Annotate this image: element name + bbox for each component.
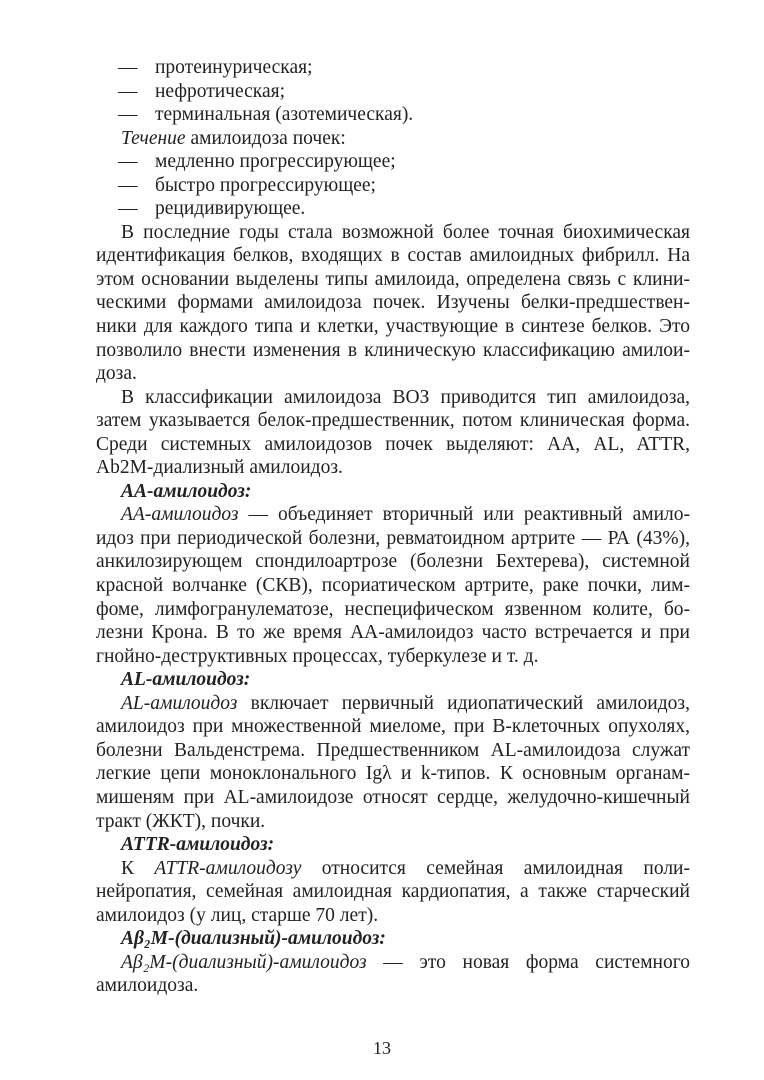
text-line [96,291,690,315]
text-line [96,362,690,386]
section-heading [96,833,690,857]
list-item [96,150,690,174]
text-run: гнойно-деструктивных процессах, туберкулезе и т. д. [96,645,539,667]
text-line [96,503,690,527]
text-run: тракт (ЖКТ), почки. [96,810,266,832]
emphasized-term: ATTR-амилоидозу [154,857,302,879]
text-run: относится семейная амилоидная поли- [301,857,690,879]
text-run: идоз при периодической болезни, ревматоидном артрите — РА (43%), [96,527,690,549]
text-line [96,621,690,645]
text-run: К [121,857,155,879]
text-line [96,692,690,716]
list-item [96,56,690,80]
text-run: нефротическая; [155,80,285,102]
text-run: лезни Крона. В то же время АА-амилоидоз часто встречается и при [96,622,690,644]
text-run: В последние годы стала возможной более точная биохимическая [121,221,690,243]
list-item [96,197,690,221]
text-run: легкие цепи моноклонального Igλ и k-типов. К основным органам- [96,763,690,785]
text-line [96,974,690,998]
text-line [96,315,690,339]
text-line [96,715,690,739]
text-run: Aβ₂M-(диализный)-амилоидоз: [121,928,386,950]
text-run: ники для каждого типа и клетки, участвующие в синтезе белков. Это [96,316,690,338]
section-heading [96,927,690,951]
page-number: 13 [373,1038,391,1058]
text-run: нейропатия, семейная амилоидная кардиопатия, а также старческий [96,881,690,903]
text-run: амилоидоз (у лиц, старше 70 лет). [96,904,379,926]
list-dash: — [118,57,138,78]
text-run: Среди системных амилоидозов почек выделяют: АА, AL, ATTR, [96,433,690,455]
text-run: В классификации амилоидоза ВОЗ приводится тип амилоидоза, [121,386,690,408]
text-run: АА-амилоидоз: [121,480,252,502]
list-dash: — [118,104,138,126]
text-run: доза. [96,363,137,385]
text-run: амилоидоза. [96,975,199,997]
list-dash: — [118,80,138,102]
text-line [96,739,690,763]
text-run: анкилозирующем спондилоартрозе (болезни Бехтерева), системной [96,551,690,573]
text-line [96,762,690,786]
emphasized-term: Течение [121,127,186,149]
emphasized-term: АА-амилоидоз [121,504,239,526]
emphasized-term: AL-амилоидоз [121,692,238,714]
text-line [96,433,690,457]
section-heading [96,480,690,504]
text-run: медленно прогрессирующее; [155,151,396,173]
text-run: — это новая форма системного [366,951,690,973]
text-line [96,409,690,433]
list-dash: — [118,174,138,196]
list-item [96,103,690,127]
text-line [96,951,690,975]
text-line [96,386,690,410]
text-line [96,127,690,151]
text-line [96,527,690,551]
text-line [96,857,690,881]
text-run: затем указывается белок-предшественник, потом клиническая форма. [96,410,690,432]
text-run: терминальная (азотемическая). [155,104,414,126]
text-run: ческими формами амилоидоза почек. Изучены белки-предшествен- [96,292,690,314]
list-dash: — [118,151,138,173]
text-run: мишеням при AL-амилоидозе относят сердце, желудочно-кишечный [96,786,690,808]
list-item [96,174,690,198]
text-run: болезни Вальденстрема. Предшественником AL-амилоидоза служат [96,739,690,761]
text-line [96,904,690,928]
text-run: включает первичный идиопатический амилоидоз, [237,692,690,714]
text-run: быстро прогрессирующее; [155,174,376,196]
text-line [96,786,690,810]
text-run: этом основании выделены типы амилоида, определена связь с клини- [96,268,690,290]
text-line [96,268,690,292]
text-run: AL-амилоидоз: [121,669,251,691]
emphasized-term: Aβ₂M-(диализный)-амилоидоз [121,951,367,973]
body-text [96,56,690,998]
text-line [96,456,690,480]
text-run: красной волчанке (СКВ), псориатическом артрите, раке почки, лим- [96,575,690,597]
text-run: рецидивирующее. [155,198,306,220]
text-run: протеинурическая; [155,57,313,78]
text-line [96,550,690,574]
text-run: амилоидоз при множественной миеломе, при В-клеточных опухолях, [96,716,690,738]
text-run: амилоидоза почек: [185,127,346,149]
text-line [96,221,690,245]
text-line [96,645,690,669]
text-run: позволило внести изменения в клиническую классификацию амилои- [96,339,690,361]
text-run: идентификация белков, входящих в состав амилоидных фибрилл. На [96,245,690,267]
text-run: ATTR-амилоидоз: [121,834,275,856]
text-line [96,339,690,363]
text-run: Ab2M-диализный амилоидоз. [96,457,343,479]
text-line [96,810,690,834]
text-line [96,244,690,268]
list-item [96,80,690,104]
text-run: — объединяет вторичный или реактивный амило- [238,504,690,526]
text-run: фоме, лимфогранулематозе, неспецифическом язвенном колите, бо- [96,598,690,620]
text-line [96,574,690,598]
text-line [96,880,690,904]
list-dash: — [118,198,138,220]
text-line [96,598,690,622]
section-heading [96,668,690,692]
